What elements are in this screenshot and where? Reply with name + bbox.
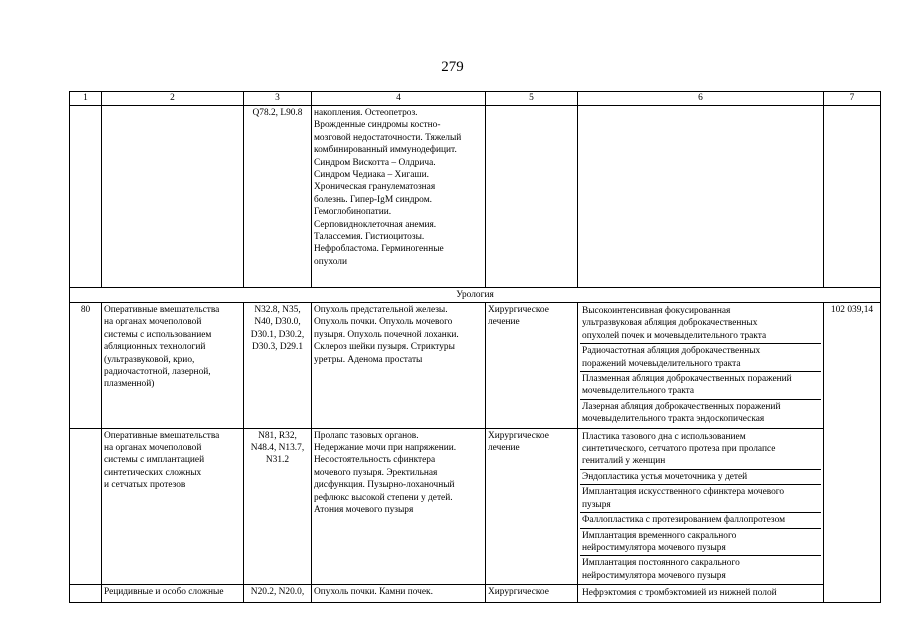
disease-line: Опухоль почки. Опухоль мочевого — [314, 317, 453, 328]
disease-line: Атония мочевого пузыря — [314, 505, 414, 516]
method-item — [580, 513, 821, 528]
cell-name — [102, 585, 244, 602]
table-row-recidive — [70, 585, 881, 602]
cell-num — [70, 585, 102, 602]
cell-diseases — [312, 303, 486, 429]
col-num-2: 2 — [102, 92, 244, 106]
disease-line: пузыря. Опухоль почечной лоханки. — [314, 329, 459, 340]
cell-codes — [244, 303, 312, 429]
method-line: гениталий у женщин — [582, 456, 666, 467]
disease-line: Склероз шейки пузыря. Стриктуры — [314, 342, 455, 353]
code-line: N81, R32, — [258, 430, 297, 441]
table-row-implants — [70, 428, 881, 584]
section-title: Урология — [70, 288, 881, 303]
method-line: Нефрэктомия с тромбэктомией из нижней полой — [582, 588, 777, 599]
method-line: Имплантация постоянного сакрального — [582, 558, 740, 569]
disease-line: Опухоль почки. Камни почек. — [314, 587, 433, 598]
code-line: N20.2, N20.0, — [250, 587, 305, 598]
table-row-80 — [70, 303, 881, 429]
cell-methods — [578, 303, 824, 429]
cell-num — [70, 428, 102, 584]
name-line: Рецидивные и особо сложные — [104, 587, 224, 598]
code-line: D30.3, D29.1 — [251, 342, 304, 353]
code-line: N40, D30.0, — [254, 317, 301, 328]
disease-line: Синдром Вискотта – Олдрича. — [314, 157, 436, 168]
method-line: ультразвуковая абляция доброкачественных — [582, 318, 758, 329]
method-line: Высокоинтенсивная фокусированная — [582, 306, 731, 316]
method-line: мочевыделительного тракта эндоскопическая — [582, 414, 765, 425]
method-line: нейростимулятора мочевого пузыря — [582, 542, 726, 553]
treatment-line: лечение — [488, 317, 520, 328]
cell-methods — [578, 585, 824, 602]
method-item — [580, 556, 821, 583]
cell-methods — [578, 106, 824, 288]
cell-num: 80 — [70, 303, 102, 429]
method-line: нейростимулятора мочевого пузыря — [582, 570, 726, 581]
disease-line: Несостоятельность сфинктера — [314, 455, 436, 466]
cell-treatment — [486, 303, 578, 429]
disease-line: накопления. Остеопетроз. — [314, 108, 418, 118]
disease-line: опухоли — [314, 256, 347, 267]
name-line: системы с имплантацией — [104, 455, 205, 466]
name-line: (ультразвуковой, крио, — [104, 354, 195, 365]
disease-line: Синдром Чедиака – Хигаши. — [314, 170, 429, 181]
cell-codes — [244, 428, 312, 584]
method-item — [580, 372, 821, 400]
name-line: абляционных технологий — [104, 342, 206, 353]
treatment-line: Хирургическое — [488, 305, 549, 315]
disease-line: Врожденные синдромы костно- — [314, 120, 441, 131]
name-line: Оперативные вмешательства — [104, 430, 220, 441]
method-line: Пластика тазового дна с использованием — [582, 431, 746, 442]
cell-treatment — [486, 428, 578, 584]
disease-line: Хроническая гранулематозная — [314, 182, 436, 193]
method-line: Эндопластика устья мочеточника у детей — [582, 471, 748, 482]
disease-line: уретры. Аденома простаты — [314, 354, 423, 365]
cell-treatment — [486, 585, 578, 602]
method-line: Радиочастотная абляция доброкачественных — [582, 346, 761, 357]
cell-diseases — [312, 106, 486, 288]
col-num-5: 5 — [486, 92, 578, 106]
method-line: пузыря — [582, 499, 611, 510]
code-line: N32.8, N35, — [254, 305, 301, 315]
method-item — [580, 304, 821, 344]
cell-methods — [578, 428, 824, 584]
disease-line: мозговой недостаточности. Тяжелый — [314, 132, 462, 143]
col-num-7: 7 — [824, 92, 881, 106]
cell-num — [70, 106, 102, 288]
method-line: опухолей почек и мочевыделительного тракта — [582, 330, 767, 341]
disease-line: Нефробластома. Герминогенные — [314, 244, 444, 255]
treatment-line: лечение — [488, 443, 520, 454]
disease-line: Гемоглобинопатии. — [314, 207, 392, 218]
name-line: Оперативные вмешательства — [104, 305, 220, 315]
method-item — [580, 485, 821, 513]
method-line: поражений мочевыделительного тракта — [582, 358, 741, 369]
method-line: Имплантация временного сакрального — [582, 530, 737, 541]
disease-line: Серповидноклеточная анемия. — [314, 219, 437, 230]
code-line: N31.2 — [265, 455, 290, 466]
code-line: D30.1, D30.2, — [250, 329, 305, 340]
name-line: на органах мочеполовой — [104, 443, 202, 454]
section-row — [70, 288, 881, 303]
cell-name — [102, 106, 244, 288]
method-item — [580, 400, 821, 427]
page-number: 279 — [441, 59, 464, 75]
method-line: мочевыделительного тракта — [582, 386, 695, 397]
cell-cost — [824, 106, 881, 288]
treatment-line: Хирургическое — [488, 430, 549, 441]
cell-treatment — [486, 106, 578, 288]
disease-line: болезнь. Гипер-IgM синдром. — [314, 194, 432, 205]
cell-codes — [244, 585, 312, 602]
disease-line: Опухоль предстательной железы. — [314, 305, 448, 315]
code-line: Q78.2, L90.8 — [252, 108, 303, 118]
tariff-table — [69, 91, 881, 603]
name-line: плазменной) — [104, 379, 155, 390]
method-item — [580, 344, 821, 372]
cell-cost: 102 039,14 — [824, 303, 881, 603]
disease-line: Талассемия. Гистиоцитозы. — [314, 232, 425, 243]
method-item — [580, 430, 821, 470]
method-line: синтетического, сетчатого протеза при пролапсе — [582, 444, 776, 455]
method-item — [580, 586, 821, 600]
table-row-continuation — [70, 106, 881, 288]
method-line: Лазерная абляция доброкачественных поражений — [582, 401, 781, 412]
cell-diseases — [312, 428, 486, 584]
disease-line: мочевого пузыря. Эректильная — [314, 467, 438, 478]
col-num-1: 1 — [70, 92, 102, 106]
method-line: Плазменная абляция доброкачественных поражений — [582, 374, 792, 385]
method-line: Фаллопластика с протезированием фаллопротезом — [582, 515, 786, 526]
cell-name — [102, 428, 244, 584]
method-item — [580, 470, 821, 485]
name-line: системы с использованием — [104, 329, 212, 340]
col-num-4: 4 — [312, 92, 486, 106]
disease-line: комбинированный иммунодефицит. — [314, 145, 457, 156]
cell-name — [102, 303, 244, 429]
disease-line: Недержание мочи при напряжении. — [314, 443, 457, 454]
treatment-line: Хирургическое — [488, 587, 549, 598]
column-number-row — [70, 92, 881, 106]
name-line: на органах мочеполовой — [104, 317, 202, 328]
disease-line: рефлюкс высокой степени у детей. — [314, 492, 453, 503]
name-line: синтетических сложных — [104, 467, 202, 478]
method-item — [580, 529, 821, 557]
disease-line: Пролапс тазовых органов. — [314, 430, 419, 441]
cell-diseases — [312, 585, 486, 602]
cell-codes — [244, 106, 312, 288]
method-line: Имплантация искусственного сфинктера мочевого — [582, 487, 785, 498]
code-line: N48.4, N13.7, — [250, 443, 305, 454]
name-line: и сетчатых протезов — [104, 480, 186, 491]
name-line: радиочастотной, лазерной, — [104, 367, 211, 378]
col-num-6: 6 — [578, 92, 824, 106]
col-num-3: 3 — [244, 92, 312, 106]
disease-line: дисфункция. Пузырно-лоханочный — [314, 480, 455, 491]
